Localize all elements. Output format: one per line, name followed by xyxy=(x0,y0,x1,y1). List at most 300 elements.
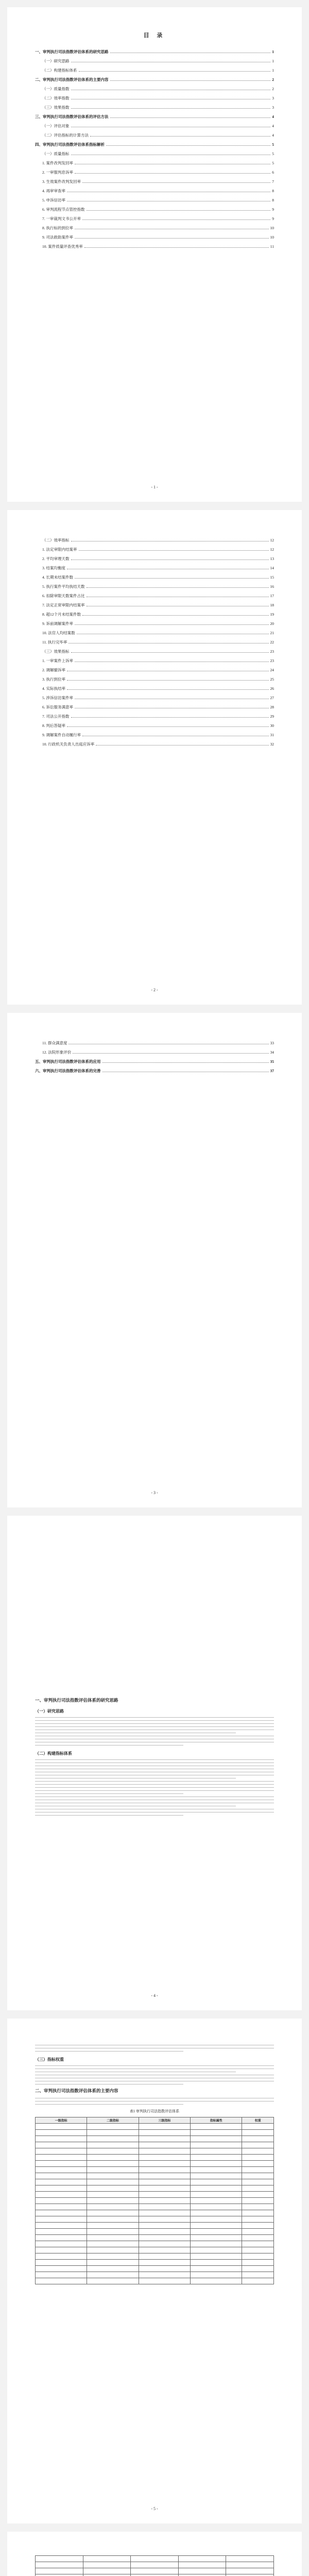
table-cell xyxy=(87,2272,139,2278)
table-cell xyxy=(36,2562,83,2568)
table-cell xyxy=(139,2266,190,2272)
toc-entry-title: 12. 法院形象评价 xyxy=(42,1050,72,1055)
toc-entry[interactable] xyxy=(35,599,274,608)
toc-entry-page: 37 xyxy=(270,1069,274,1073)
table-cell xyxy=(87,2235,139,2241)
table-cell xyxy=(83,2568,131,2574)
table-cell xyxy=(87,2167,139,2173)
toc-entry-page: 7 xyxy=(272,179,274,184)
table-row xyxy=(36,2272,274,2278)
toc-leader-dots xyxy=(90,136,270,137)
toc-entry-page: 15 xyxy=(270,575,274,580)
toc-entry-title: 7. 一审裁判文书公开率 xyxy=(42,216,81,221)
table-cell xyxy=(87,2198,139,2204)
toc-entry-title: 3. 生效案件改判发回率 xyxy=(42,179,81,184)
table-cell xyxy=(87,2260,139,2266)
toc-entry-title: 4. 再审审查率 xyxy=(42,189,65,193)
table-cell xyxy=(242,2278,274,2284)
toc-entry[interactable] xyxy=(35,552,274,562)
toc-entry[interactable] xyxy=(35,543,274,552)
table-cell xyxy=(191,2130,242,2136)
table-cell xyxy=(36,2167,87,2173)
table-cell xyxy=(87,2142,139,2148)
toc-entry-title: （二）评估指标的计算方法 xyxy=(42,133,89,138)
toc-entry-title: 10. 法官人均结案数 xyxy=(42,631,75,635)
table-cell xyxy=(191,2167,242,2173)
table-cell xyxy=(242,2179,274,2185)
table-cell xyxy=(178,2574,226,2576)
table-cell xyxy=(139,2136,190,2142)
table-row xyxy=(36,2241,274,2247)
table-cell xyxy=(242,2204,274,2210)
page-number: - 5 - xyxy=(151,2506,158,2511)
toc-entry-title: 6. 审判流程节点管控指数 xyxy=(42,207,85,212)
table-cell xyxy=(131,2574,179,2576)
toc-entry-page: 23 xyxy=(270,649,274,654)
toc-entry-title: 六、审判执行司法指数评估体系的完善 xyxy=(35,1069,101,1073)
toc-entry-page: 32 xyxy=(270,742,274,747)
toc-entry[interactable] xyxy=(35,231,274,240)
page-2 xyxy=(7,510,302,1005)
table-header: 二级指标 xyxy=(87,2117,139,2124)
toc-entry-page: 31 xyxy=(270,733,274,737)
toc-entry[interactable] xyxy=(35,1046,274,1055)
toc-entry-page: 9 xyxy=(272,216,274,221)
table-cell xyxy=(139,2155,190,2161)
toc-entry[interactable] xyxy=(35,626,274,636)
toc-leader-dots xyxy=(75,238,269,239)
toc-leader-dots xyxy=(71,717,269,718)
table-cell xyxy=(191,2198,242,2204)
toc-entry[interactable] xyxy=(35,645,274,654)
toc-entry[interactable] xyxy=(35,562,274,571)
table-cell xyxy=(83,2556,131,2562)
toc-entry[interactable] xyxy=(35,617,274,626)
toc-list xyxy=(35,534,274,747)
subsection-heading: （二）构建指标体系 xyxy=(35,1751,72,1756)
table-cell xyxy=(36,2124,87,2130)
table-cell xyxy=(36,2130,87,2136)
table-cell xyxy=(87,2210,139,2216)
toc-entry-title: 2. 平均审理天数 xyxy=(42,556,70,561)
table-cell xyxy=(242,2253,274,2260)
toc-entry[interactable] xyxy=(35,212,274,222)
page-5 xyxy=(7,2019,302,2523)
toc-entry-title: 5. 涉诉信访案件率 xyxy=(42,696,73,700)
toc-entry-page: 20 xyxy=(270,621,274,626)
toc-entry-page: 8 xyxy=(272,198,274,202)
table-row xyxy=(36,2568,274,2574)
toc-entry[interactable] xyxy=(35,194,274,203)
table-cell xyxy=(242,2173,274,2179)
toc-entry[interactable] xyxy=(35,691,274,701)
table-cell xyxy=(36,2192,87,2198)
table-cell xyxy=(242,2161,274,2167)
toc-entry[interactable] xyxy=(35,184,274,194)
table-cell xyxy=(139,2235,190,2241)
toc-entry-page: 35 xyxy=(270,1059,274,1064)
table-cell xyxy=(139,2204,190,2210)
table-cell xyxy=(191,2260,242,2266)
toc-entry-page: 9 xyxy=(272,207,274,212)
toc-entry[interactable] xyxy=(35,166,274,175)
section-heading: 一、审判执行司法指数评估体系的研究思路 xyxy=(35,1698,118,1703)
toc-entry-title: （一）质量指数 xyxy=(42,87,70,91)
toc-entry-page: 1 xyxy=(272,49,274,54)
table-cell xyxy=(36,2253,87,2260)
table-caption: 表1 审判执行司法指数评估体系 xyxy=(129,2109,180,2113)
table-cell xyxy=(131,2562,179,2568)
toc-entry[interactable] xyxy=(35,589,274,599)
table-cell xyxy=(139,2229,190,2235)
table-row xyxy=(36,2179,274,2185)
table-row xyxy=(36,2124,274,2130)
toc-entry-title: （一）研究思路 xyxy=(42,59,70,63)
toc-entry[interactable] xyxy=(35,719,274,728)
toc-entry-title: 四、审判执行司法指数评估体系指标解析 xyxy=(35,142,105,147)
toc-entry-page: 13 xyxy=(270,556,274,561)
table-cell xyxy=(191,2161,242,2167)
table-cell xyxy=(191,2266,242,2272)
table-row xyxy=(36,2204,274,2210)
toc-leader-dots xyxy=(67,680,269,681)
table-cell xyxy=(87,2192,139,2198)
toc-leader-dots xyxy=(110,80,271,81)
toc-entry-page: 1 xyxy=(272,68,274,73)
toc-leader-dots xyxy=(71,108,271,109)
toc-entry[interactable] xyxy=(35,710,274,719)
table-cell xyxy=(87,2278,139,2284)
table-cell xyxy=(242,2241,274,2247)
page-4 xyxy=(7,1516,302,2010)
table-cell xyxy=(191,2142,242,2148)
table-cell xyxy=(36,2260,87,2266)
table-cell xyxy=(226,2562,274,2568)
subsection-heading: （三）指标权重 xyxy=(35,2057,64,2062)
toc-leader-dots xyxy=(82,182,270,183)
toc-entry[interactable] xyxy=(35,203,274,212)
toc-entry-title: 8. 判后答疑率 xyxy=(42,723,65,728)
toc-entry[interactable] xyxy=(35,682,274,691)
toc-list xyxy=(35,45,274,249)
toc-entry-page: 19 xyxy=(270,612,274,617)
toc-entry-page: 23 xyxy=(270,658,274,663)
table-row xyxy=(36,2185,274,2192)
toc-entry[interactable] xyxy=(35,636,274,645)
toc-entry-title: 5. 申诉信访率 xyxy=(42,198,65,202)
toc-entry-title: 1. 法定审限内结案率 xyxy=(42,547,77,552)
table-cell xyxy=(36,2241,87,2247)
toc-entry-page: 10 xyxy=(270,226,274,230)
toc-entry[interactable] xyxy=(35,82,274,92)
toc-entry[interactable] xyxy=(35,673,274,682)
toc-leader-dots xyxy=(67,726,269,727)
table-row xyxy=(36,2155,274,2161)
table-row xyxy=(36,2161,274,2167)
table-cell xyxy=(242,2223,274,2229)
toc-entry-title: （一）评估对象 xyxy=(42,124,70,128)
toc-entry-title: 10. 行政机关负责人出庭应诉率 xyxy=(42,742,95,747)
toc-title: 目 录 xyxy=(143,32,166,39)
table-row xyxy=(36,2142,274,2148)
toc-entry-title: （二）效率指数 xyxy=(42,96,70,100)
toc-entry[interactable] xyxy=(35,129,274,138)
toc-entry-title: 五、审判执行司法指数评估体系的应用 xyxy=(35,1059,101,1064)
toc-entry-page: 14 xyxy=(270,566,274,570)
toc-entry-title: 三、审判执行司法指数评估体系的评估方法 xyxy=(35,114,109,119)
table-cell xyxy=(36,2204,87,2210)
toc-entry-title: 11. 群众满意度 xyxy=(42,1041,67,1045)
toc-entry-page: 29 xyxy=(270,714,274,719)
toc-entry-page: 21 xyxy=(270,631,274,635)
table-cell xyxy=(242,2210,274,2216)
toc-leader-dots xyxy=(84,247,269,248)
table-cell xyxy=(226,2556,274,2562)
table-cell xyxy=(191,2278,242,2284)
toc-leader-dots xyxy=(75,624,269,625)
toc-entry-page: 5 xyxy=(272,142,274,147)
table-cell xyxy=(36,2568,83,2574)
toc-entry[interactable] xyxy=(35,1037,274,1046)
table-cell xyxy=(242,2142,274,2148)
toc-entry[interactable] xyxy=(35,240,274,249)
toc-list xyxy=(35,1037,274,1074)
toc-entry-title: 2. 调解撤诉率 xyxy=(42,668,65,672)
table-cell xyxy=(36,2216,87,2223)
table-cell xyxy=(36,2235,87,2241)
toc-entry[interactable] xyxy=(35,534,274,543)
toc-entry-page: 4 xyxy=(272,124,274,128)
table-cell xyxy=(87,2124,139,2130)
table-row xyxy=(36,2556,274,2562)
toc-entry[interactable] xyxy=(35,55,274,64)
table-cell xyxy=(191,2204,242,2210)
table-cell xyxy=(191,2272,242,2278)
table-row xyxy=(36,2247,274,2253)
table-cell xyxy=(178,2556,226,2562)
toc-entry-page: 1 xyxy=(272,59,274,63)
toc-entry[interactable] xyxy=(35,222,274,231)
toc-entry[interactable] xyxy=(35,73,274,82)
subsection-heading: （一）研究思路 xyxy=(35,1709,64,1714)
table-cell xyxy=(36,2210,87,2216)
table-cell xyxy=(139,2253,190,2260)
table-cell xyxy=(242,2136,274,2142)
toc-entry-title: 3. 执行到位率 xyxy=(42,677,65,682)
toc-entry[interactable] xyxy=(35,608,274,617)
toc-entry-title: 2. 一审服判息诉率 xyxy=(42,170,73,175)
table-cell xyxy=(87,2155,139,2161)
toc-entry[interactable] xyxy=(35,101,274,110)
table-cell xyxy=(191,2216,242,2223)
toc-entry-page: 17 xyxy=(270,594,274,598)
table-cell xyxy=(226,2568,274,2574)
toc-entry[interactable] xyxy=(35,1064,274,1074)
table-cell xyxy=(87,2266,139,2272)
table-cell xyxy=(36,2278,87,2284)
toc-entry-title: 11. 执行完毕率 xyxy=(42,640,67,645)
page-3 xyxy=(7,1013,302,1507)
table-cell xyxy=(191,2223,242,2229)
toc-entry[interactable] xyxy=(35,728,274,738)
table-cell xyxy=(36,2185,87,2192)
table-cell xyxy=(242,2155,274,2161)
table-cell xyxy=(87,2173,139,2179)
toc-entry-title: 10. 案件质量评查优秀率 xyxy=(42,244,83,249)
table-cell xyxy=(87,2161,139,2167)
table-row xyxy=(36,2278,274,2284)
table-cell xyxy=(87,2229,139,2235)
toc-entry[interactable] xyxy=(35,147,274,157)
table-cell xyxy=(191,2185,242,2192)
toc-entry[interactable] xyxy=(35,157,274,166)
table-row xyxy=(36,2260,274,2266)
table-cell xyxy=(242,2185,274,2192)
toc-entry-title: （三）效果指数 xyxy=(42,105,70,110)
table-cell xyxy=(242,2167,274,2173)
toc-entry[interactable] xyxy=(35,738,274,747)
toc-leader-dots xyxy=(87,587,269,588)
table-cell xyxy=(87,2241,139,2247)
toc-entry[interactable] xyxy=(35,110,274,120)
table-cell xyxy=(139,2185,190,2192)
toc-entry[interactable] xyxy=(35,580,274,589)
table-cell xyxy=(139,2198,190,2204)
table-cell xyxy=(242,2130,274,2136)
toc-entry-title: 7. 法定正常审限内结案率 xyxy=(42,603,85,607)
toc-entry-page: 22 xyxy=(270,640,274,645)
toc-entry-title: 1. 一审案件上诉率 xyxy=(42,658,73,663)
toc-entry[interactable] xyxy=(35,1055,274,1064)
table-cell xyxy=(36,2266,87,2272)
toc-leader-dots xyxy=(71,652,269,653)
table-cell xyxy=(191,2253,242,2260)
table-cell xyxy=(139,2260,190,2266)
toc-entry[interactable] xyxy=(35,654,274,664)
table-cell xyxy=(139,2179,190,2185)
toc-leader-dots xyxy=(82,615,269,616)
table-cell xyxy=(242,2198,274,2204)
toc-entry-title: 8. 执行标的到位率 xyxy=(42,226,73,230)
toc-entry[interactable] xyxy=(35,175,274,184)
toc-entry-title: （三）效果指标 xyxy=(42,649,70,654)
toc-entry-page: 10 xyxy=(270,235,274,240)
toc-entry-page: 33 xyxy=(270,1041,274,1045)
toc-entry-title: 8. 超12个月未结案件数 xyxy=(42,612,81,617)
toc-entry-page: 24 xyxy=(270,668,274,672)
table-cell xyxy=(191,2192,242,2198)
toc-entry-title: （一）质量指标 xyxy=(42,151,70,156)
table-row xyxy=(36,2229,274,2235)
toc-entry-title: 9. 调解案件自动履行率 xyxy=(42,733,81,737)
table-row xyxy=(36,2266,274,2272)
table-cell xyxy=(139,2210,190,2216)
table-cell xyxy=(36,2136,87,2142)
table-cell xyxy=(87,2253,139,2260)
toc-leader-dots xyxy=(67,689,269,690)
toc-entry-page: 5 xyxy=(272,151,274,156)
toc-entry-page: 30 xyxy=(270,723,274,728)
table-cell xyxy=(139,2124,190,2130)
toc-entry-title: 3. 结案均衡度 xyxy=(42,566,65,570)
table-row xyxy=(36,2173,274,2179)
table-cell xyxy=(139,2216,190,2223)
table-cell xyxy=(87,2223,139,2229)
table-row xyxy=(36,2148,274,2155)
table-cell xyxy=(139,2192,190,2198)
table-cell xyxy=(242,2247,274,2253)
toc-entry-title: 9. 诉前调解案件率 xyxy=(42,621,73,626)
toc-entry-page: 2 xyxy=(272,87,274,91)
table-cell xyxy=(242,2192,274,2198)
toc-entry[interactable] xyxy=(35,701,274,710)
table-cell xyxy=(226,2574,274,2576)
toc-entry-page: 6 xyxy=(272,170,274,175)
toc-leader-dots xyxy=(102,1062,269,1063)
toc-entry[interactable] xyxy=(35,138,274,147)
table-cell xyxy=(191,2179,242,2185)
table-cell xyxy=(83,2562,131,2568)
table-cell xyxy=(36,2161,87,2167)
toc-entry-title: 一、审判执行司法指数评估体系的研究思路 xyxy=(35,49,109,54)
table-cell xyxy=(36,2223,87,2229)
table-header: 权重 xyxy=(242,2117,274,2124)
table-cell xyxy=(191,2124,242,2130)
toc-entry[interactable] xyxy=(35,92,274,101)
table-cell xyxy=(36,2179,87,2185)
page-1 xyxy=(7,7,302,502)
toc-entry-page: 12 xyxy=(270,538,274,543)
toc-entry-title: （二）构建指标体系 xyxy=(42,68,77,73)
toc-entry[interactable] xyxy=(35,664,274,673)
toc-leader-dots xyxy=(75,173,270,174)
index-table xyxy=(35,2117,274,2284)
table-cell xyxy=(242,2235,274,2241)
table-cell xyxy=(139,2130,190,2136)
table-header: 指标属性 xyxy=(191,2117,242,2124)
toc-leader-dots xyxy=(75,578,269,579)
table-cell xyxy=(191,2241,242,2247)
table-cell xyxy=(36,2229,87,2235)
page-number: - 1 - xyxy=(151,485,158,489)
table-cell xyxy=(139,2161,190,2167)
toc-entry-page: 4 xyxy=(272,114,274,119)
table-cell xyxy=(139,2223,190,2229)
table-cell xyxy=(36,2247,87,2253)
toc-entry[interactable] xyxy=(35,120,274,129)
page-number: - 4 - xyxy=(151,1993,158,1998)
toc-entry-title: 6. 诉讼服务满意率 xyxy=(42,705,73,709)
table-cell xyxy=(139,2278,190,2284)
toc-entry-page: 25 xyxy=(270,677,274,682)
table-cell xyxy=(36,2272,87,2278)
toc-entry-page: 5 xyxy=(272,161,274,165)
table-cell xyxy=(242,2266,274,2272)
toc-entry-title: 4. 长期未结案件数 xyxy=(42,575,73,580)
table-cell xyxy=(242,2272,274,2278)
table-cell xyxy=(191,2235,242,2241)
table-cell xyxy=(242,2124,274,2130)
toc-entry[interactable] xyxy=(35,571,274,580)
toc-entry[interactable] xyxy=(35,64,274,73)
table-cell xyxy=(178,2568,226,2574)
toc-entry-page: 34 xyxy=(270,1050,274,1055)
table-header: 三级指标 xyxy=(139,2117,190,2124)
table-cell xyxy=(191,2155,242,2161)
toc-entry[interactable] xyxy=(35,45,274,55)
table-cell xyxy=(87,2130,139,2136)
table-cell xyxy=(87,2185,139,2192)
